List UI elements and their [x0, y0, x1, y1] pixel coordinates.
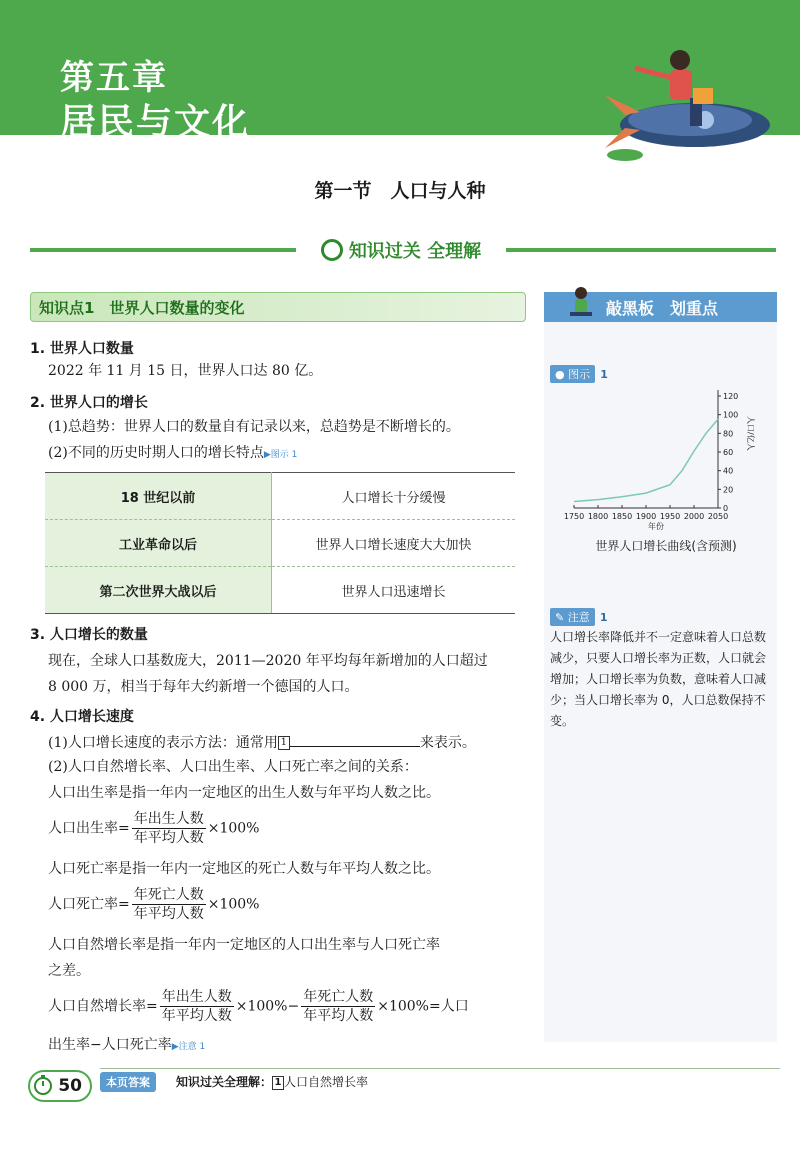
x-axis-label: 年份 — [648, 522, 664, 531]
figure-badge-number: 1 — [600, 368, 608, 381]
y-axis-label: 人口/亿人 — [746, 416, 755, 451]
formula-end: ×100%=人口 — [377, 998, 469, 1015]
x-tick-label: 1950 — [659, 512, 681, 521]
natural-rate-definition-2: 之差。 — [48, 963, 90, 979]
y-tick-label: 60 — [723, 448, 734, 457]
denominator: 年平均人数 — [303, 1008, 374, 1024]
natural-rate-definition-1: 人口自然增长率是指一年内一定地区的人口出生率与人口死亡率 — [48, 937, 440, 953]
death-rate-formula — [48, 886, 260, 923]
banner-line-left — [30, 248, 296, 252]
figure-badge-label: 图示 — [568, 368, 591, 381]
growth-period-table — [45, 472, 515, 614]
chart-layer — [564, 390, 756, 531]
footer-divider — [100, 1068, 780, 1069]
answer-number: 1 — [272, 1076, 284, 1090]
note-ref-tag[interactable]: ▶注意 1 — [171, 1042, 206, 1052]
note-text: 人口增长率降低并不一定意味着人口总数减少，只要人口增长率为正数，人口就会增加；人口增长率为负数，意味着人口减少；当人口增长率为 0，人口总数保持不变。 — [550, 630, 767, 728]
s4-relation: (2)人口自然增长率、人口出生率、人口死亡率之间的关系： — [48, 759, 418, 775]
s1-text: 2022 年 11 月 15 日，世界人口达 80 亿。 — [48, 363, 323, 379]
answer-line — [176, 1073, 368, 1090]
table-row — [45, 473, 515, 520]
flag-icon: ✎ — [555, 611, 565, 624]
y-tick-label: 100 — [723, 410, 739, 420]
note-badge — [550, 608, 595, 626]
formula-last: 出生率−人口死亡率 — [48, 1037, 172, 1053]
times-100: ×100% — [207, 820, 260, 837]
fraction — [301, 988, 375, 1025]
fraction — [132, 886, 206, 923]
s2-periods-text: (2)不同的历史时期人口的增长特点 — [48, 445, 264, 461]
note-badge-number: 1 — [599, 611, 608, 624]
note-badge-row — [550, 606, 607, 626]
banner-label: 知识过关 全理解 — [348, 241, 482, 262]
s3-line2: 8 000 万，相当于每年大约新增一个德国的人口。 — [48, 679, 359, 695]
s2-trend: (1)总趋势：世界人口的数量自有记录以来，总趋势是不断增长的。 — [48, 419, 460, 435]
population-chart — [556, 384, 776, 534]
numerator: 年死亡人数 — [303, 989, 374, 1005]
formula-lhs: 人口自然增长率= — [48, 998, 158, 1015]
pin-icon: ● — [555, 368, 565, 381]
answer-label: 知识过关全理解： — [176, 1075, 273, 1089]
feature-cell: 人口增长十分缓慢 — [272, 473, 516, 520]
table-row — [45, 567, 515, 614]
x-tick-label: 1800 — [587, 512, 609, 521]
table-row — [45, 520, 515, 567]
s3-heading: 3. 人口增长的数量 — [30, 627, 148, 643]
numerator: 年死亡人数 — [133, 887, 204, 903]
y-tick-label: 80 — [723, 429, 734, 439]
s2-heading: 2. 世界人口的增长 — [30, 395, 148, 411]
s1-heading: 1. 世界人口数量 — [30, 341, 134, 357]
section-title: 第一节 人口与人种 — [314, 180, 486, 202]
s4-heading: 4. 人口增长速度 — [30, 709, 134, 725]
chapter-title: 居民与文化 — [60, 102, 251, 143]
note-badge-label: 注意 — [567, 611, 590, 624]
birth-rate-definition: 人口出生率是指一年内一定地区的出生人数与年平均人数之比。 — [48, 785, 440, 801]
natural-rate-formula-end — [48, 1036, 205, 1056]
knowledge-point-header: 知识点1 世界人口数量的变化 — [30, 292, 526, 322]
chapter-number: 第五章 — [60, 58, 168, 98]
blackboard-header: 敲黑板 划重点 — [544, 292, 777, 322]
method-prefix: (1)人口增长速度的表示方法：通常用 — [48, 735, 278, 751]
s3-line1: 现在，全球人口基数庞大，2011—2020 年平均每年新增加的人口超过 — [48, 653, 488, 669]
method-suffix: 来表示。 — [419, 735, 476, 751]
y-tick-label: 0 — [723, 504, 729, 513]
swirl-icon — [321, 239, 343, 261]
chart-caption: 世界人口增长曲线(含预测) — [595, 539, 737, 553]
x-tick-label: 2050 — [707, 512, 729, 521]
fraction — [160, 988, 234, 1025]
page-number: 50 — [28, 1070, 92, 1102]
s2-periods-intro — [48, 444, 297, 464]
period-cell: 工业革命以后 — [45, 520, 272, 567]
birth-rate-formula — [48, 810, 260, 847]
y-tick-label: 20 — [723, 485, 734, 495]
period-cell: 18 世纪以前 — [45, 473, 272, 520]
formula-lhs: 人口出生率= — [48, 820, 130, 837]
answer-tag: 本页答案 — [100, 1072, 156, 1092]
x-tick-label: 1850 — [611, 512, 633, 521]
death-rate-definition: 人口死亡率是指一年内一定地区的死亡人数与年平均人数之比。 — [48, 861, 440, 877]
rocket-illustration — [585, 20, 785, 170]
figure-badge-row — [550, 363, 608, 383]
figure-badge — [550, 365, 595, 383]
answer-value: 人口自然增长率 — [284, 1075, 369, 1089]
formula-lhs: 人口死亡率= — [48, 896, 130, 913]
x-tick-label: 1900 — [635, 512, 657, 521]
denominator: 年平均人数 — [161, 1008, 232, 1024]
denominator: 年平均人数 — [133, 830, 204, 846]
banner-line-right — [506, 248, 776, 252]
answer-blank[interactable] — [290, 732, 420, 747]
period-cell: 第二次世界大战以后 — [45, 567, 272, 614]
formula-mid: ×100%− — [235, 998, 300, 1015]
natural-rate-formula — [48, 988, 469, 1025]
figure-ref-tag[interactable]: ▶图示 1 — [263, 450, 298, 460]
denominator: 年平均人数 — [133, 906, 204, 922]
s4-method — [48, 732, 476, 752]
population-curve — [574, 419, 718, 501]
stopwatch-icon — [32, 1074, 54, 1096]
feature-cell: 世界人口增长速度大大加快 — [272, 520, 516, 567]
times-100: ×100% — [207, 896, 260, 913]
x-tick-label: 1750 — [563, 512, 585, 521]
numerator: 年出生人数 — [133, 811, 204, 827]
banner — [296, 232, 506, 268]
numerator: 年出生人数 — [161, 989, 232, 1005]
teacher-icon — [566, 284, 596, 322]
feature-cell: 世界人口迅速增长 — [272, 567, 516, 614]
blank-number: 1 — [278, 736, 290, 750]
y-tick-label: 120 — [723, 392, 739, 401]
x-tick-label: 2000 — [683, 512, 705, 521]
fraction — [132, 810, 206, 847]
y-tick-label: 40 — [723, 466, 734, 476]
